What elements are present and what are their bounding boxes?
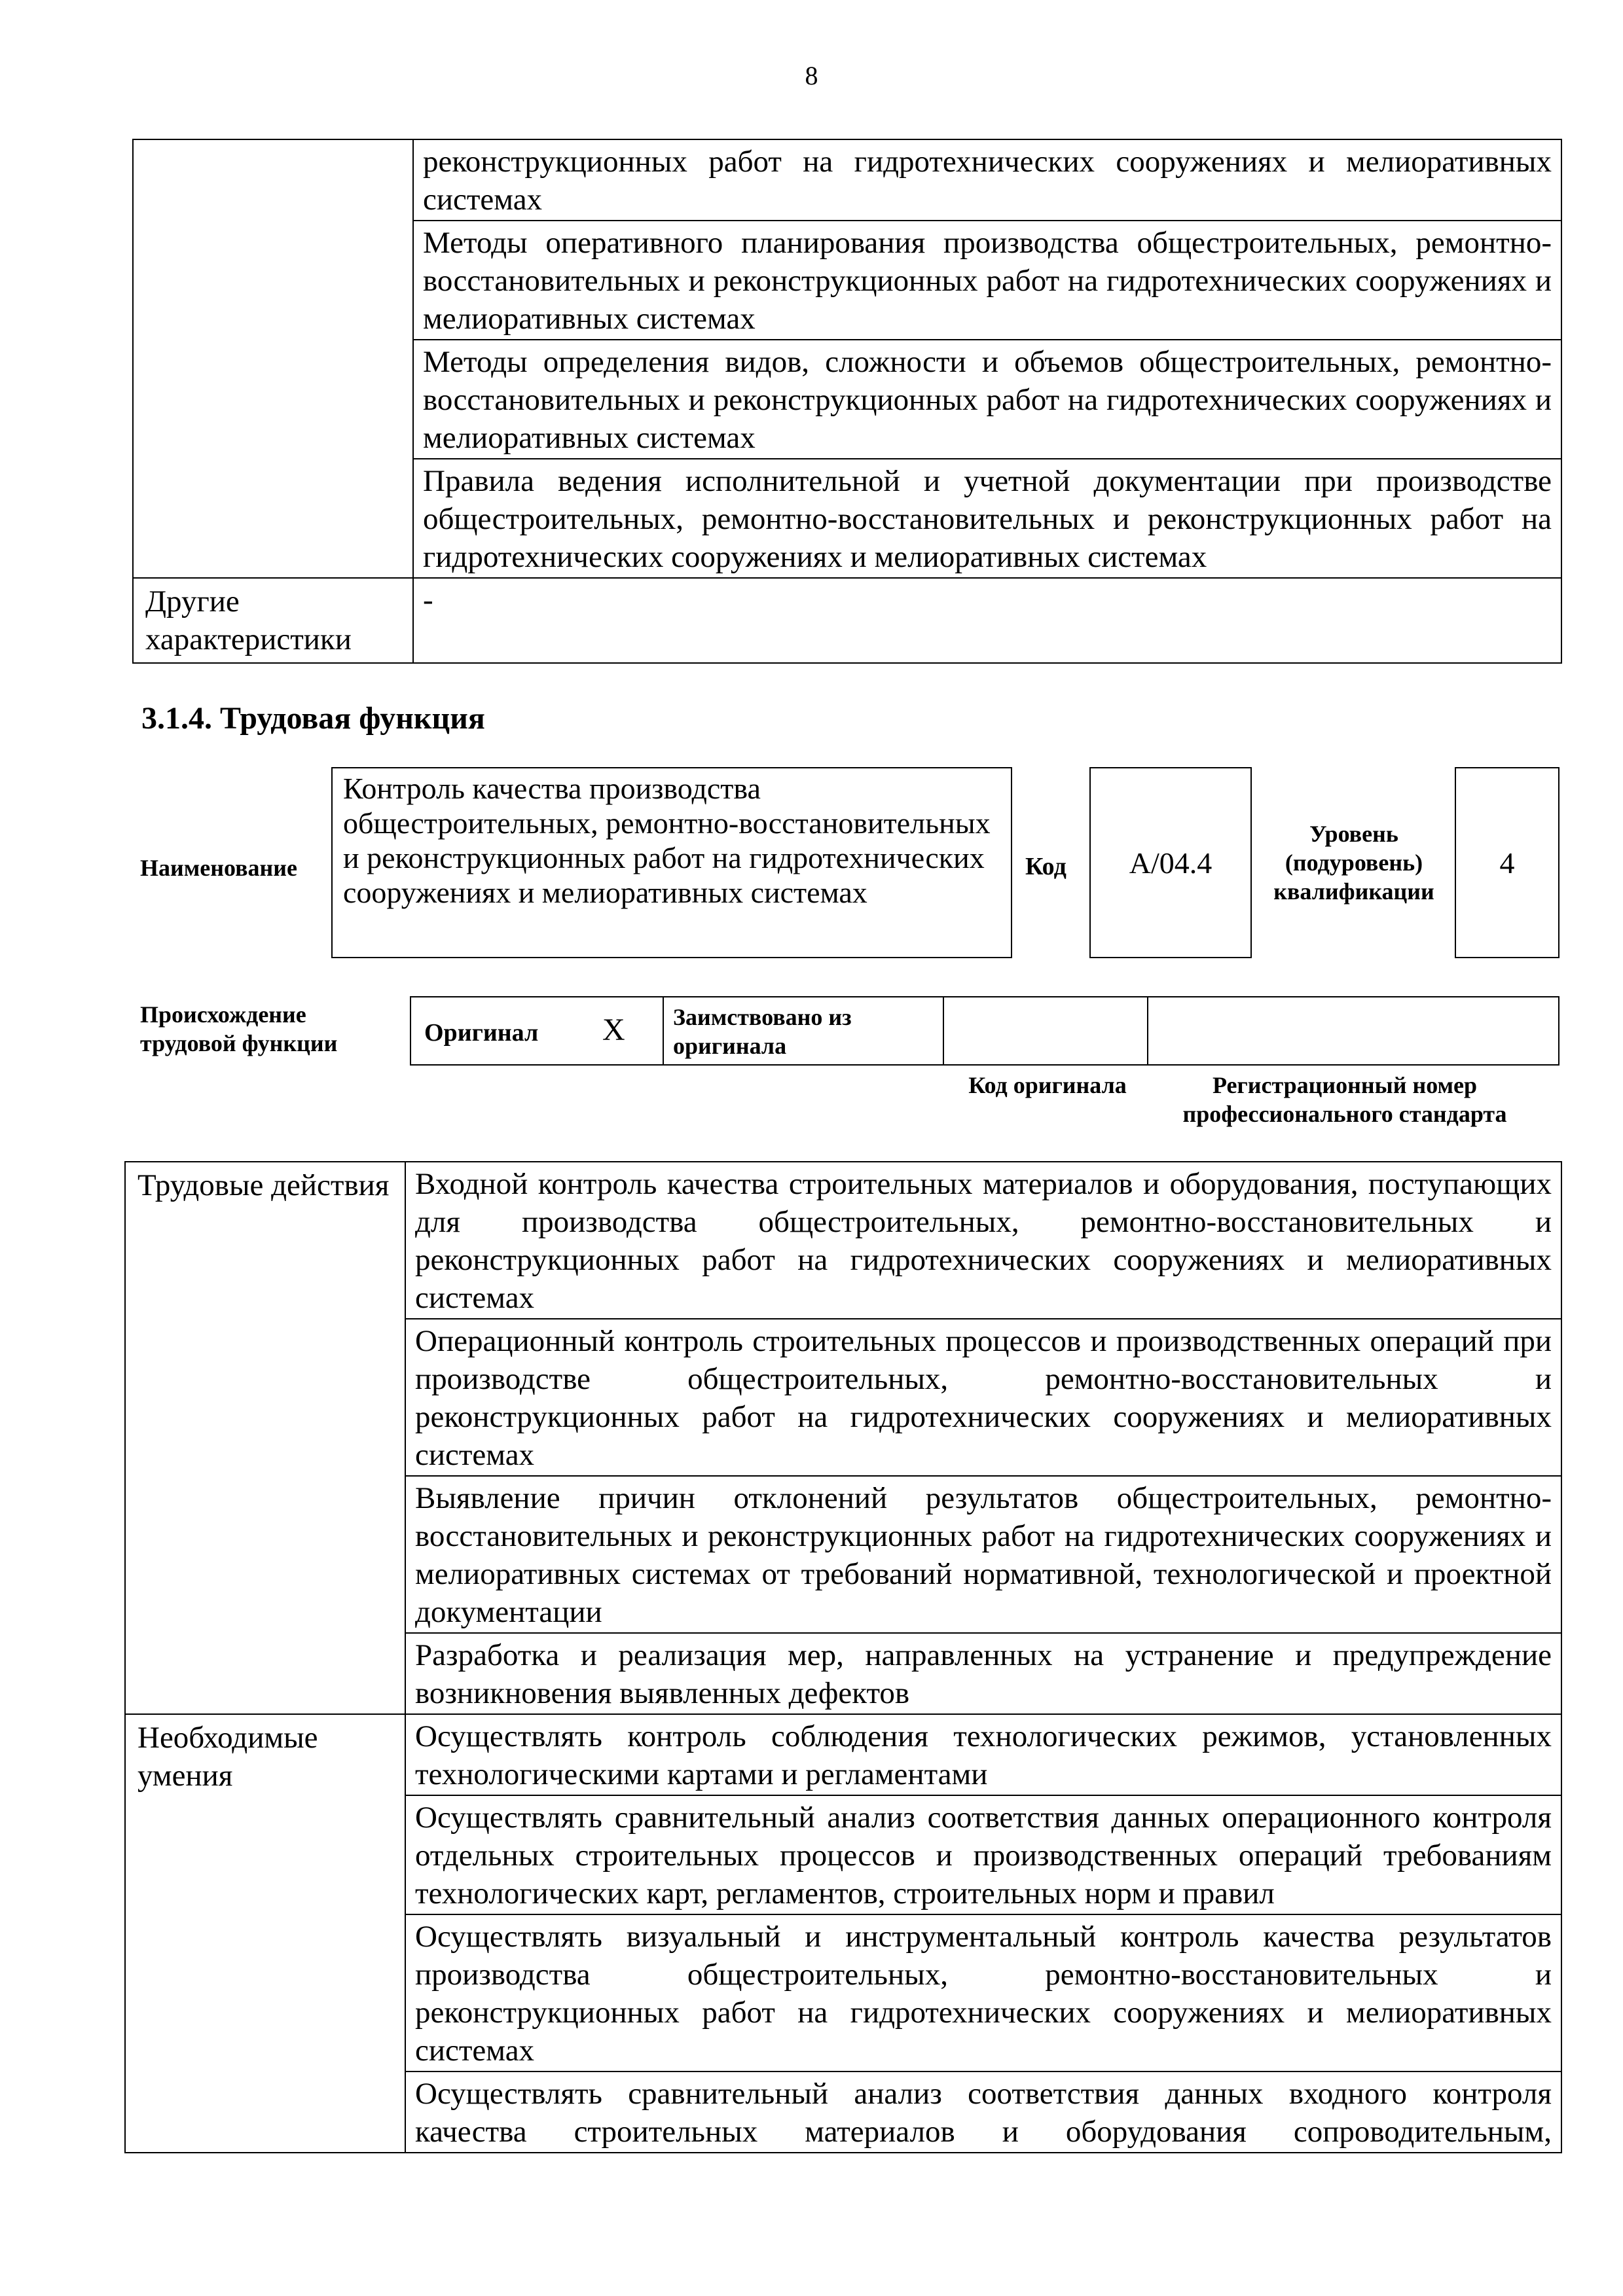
knowledge-item: Методы оперативного планирования производства общестроительных, ремонтно-восстановительных и реконструкционных работ на гидротехнических сооружениях и мелиоративных системах xyxy=(413,221,1561,340)
knowledge-item: реконструкционных работ на гидротехнических сооружениях и мелиоративных системах xyxy=(413,139,1561,221)
other-characteristics-label: Другие характеристики xyxy=(133,578,413,663)
table-row xyxy=(125,1162,1561,1319)
function-details-table xyxy=(124,1161,1562,2153)
level-value-box: 4 xyxy=(1455,767,1559,958)
table-row xyxy=(133,578,1561,663)
table-row xyxy=(125,1714,1561,1795)
code-label: Код xyxy=(1025,853,1067,880)
origin-label: Происхождение трудовой функции xyxy=(140,1001,338,1056)
original-mark: X xyxy=(602,1013,625,1047)
row-label-empty xyxy=(133,139,413,578)
knowledge-item: Правила ведения исполнительной и учетной документации при производстве общестроительных, ремонтно-восстановительных и реконструкционных работ на гидротехнических сооружениях и мелиоративных системах xyxy=(413,459,1561,578)
code-original-caption: Код оригинала xyxy=(968,1072,1127,1098)
section-heading: 3.1.4. Трудовая функция xyxy=(141,701,485,736)
labor-action-item: Входной контроль качества строительных материалов и оборудования, поступающих для производства общестроительных, ремонтно-восстановительных и реконструкционных работ на гидротехнических сооружениях и мелиоративных системах xyxy=(405,1162,1561,1319)
other-characteristics-value: - xyxy=(413,578,1561,663)
page-number: 8 xyxy=(805,61,818,90)
skill-item: Осуществлять контроль соблюдения технологических режимов, установленных технологическими картами и регламентами xyxy=(405,1714,1561,1795)
function-name-box: Контроль качества производства общестроительных, ремонтно-восстановительных и реконструкционных работ на гидротехнических сооружениях и мелиоративных системах xyxy=(331,767,1012,958)
original-label: Оригинал xyxy=(424,1019,539,1047)
knowledge-continuation-table xyxy=(132,139,1562,664)
knowledge-item: Методы определения видов, сложности и объемов общестроительных, ремонтно-восстановительных и реконструкционных работ на гидротехнических сооружениях и мелиоративных системах xyxy=(413,340,1561,459)
registration-number-caption: Регистрационный номер профессионального стандарта xyxy=(1182,1072,1507,1127)
required-skills-label: Необходимые умения xyxy=(125,1714,405,2153)
skill-item: Осуществлять сравнительный анализ соответствия данных операционного контроля отдельных строительных процессов и производственных операций требованиям технологических карт, регламентов, строительных норм и правил xyxy=(405,1795,1561,1914)
divider xyxy=(663,997,664,1064)
labor-action-item: Выявление причин отклонений результатов общестроительных, ремонтно-восстановительных и реконструкционных работ на гидротехнических сооружениях и мелиоративных системах от требований нормативной, технологической и проектной документации xyxy=(405,1476,1561,1633)
origin-table xyxy=(410,996,1559,1066)
divider xyxy=(1147,997,1148,1064)
labor-action-item: Операционный контроль строительных процессов и производственных операций при производстве общестроительных, ремонтно-восстановительных и реконструкционных работ на гидротехнических сооружениях и мелиоративных системах xyxy=(405,1319,1561,1476)
borrowed-label: Заимствовано из оригинала xyxy=(673,1004,852,1059)
code-value-box: A/04.4 xyxy=(1089,767,1252,958)
labor-action-item: Разработка и реализация мер, направленных на устранение и предупреждение возникновения выявленных дефектов xyxy=(405,1633,1561,1714)
labor-actions-label: Трудовые действия xyxy=(125,1162,405,1714)
divider xyxy=(943,997,944,1064)
table-row xyxy=(133,139,1561,221)
skill-item: Осуществлять визуальный и инструментальный контроль качества результатов производства общестроительных, ремонтно-восстановительных и реконструкционных работ на гидротехнических сооружениях и мелиоративных системах xyxy=(405,1914,1561,2072)
name-label: Наименование xyxy=(140,855,297,881)
skill-item: Осуществлять сравнительный анализ соответствия данных входного контроля качества строительных материалов и оборудования сопроводительным, xyxy=(405,2072,1561,2153)
level-label: Уровень (подуровень) квалификации xyxy=(1273,821,1434,905)
